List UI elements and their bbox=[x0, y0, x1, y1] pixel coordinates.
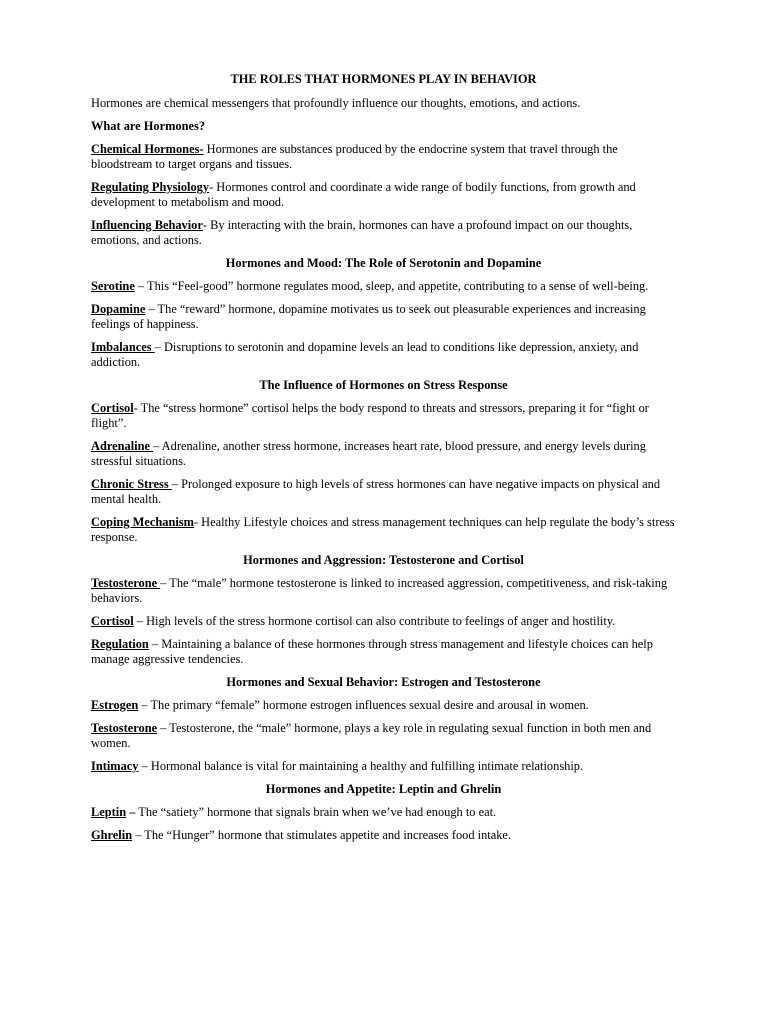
aggression-item bbox=[91, 614, 676, 629]
term: Cortisol bbox=[91, 614, 134, 628]
document-title: THE ROLES THAT HORMONES PLAY IN BEHAVIOR bbox=[230, 72, 537, 86]
mood-heading: Hormones and Mood: The Role of Serotonin and Dopamine bbox=[225, 256, 542, 270]
definition: – Hormonal balance is vital for maintaining a healthy and fulfilling intimate relationship. bbox=[138, 759, 584, 773]
intro-paragraph: Hormones are chemical messengers that profoundly influence our thoughts, emotions, and actions. bbox=[91, 96, 581, 110]
aggression-item bbox=[91, 637, 676, 667]
term: Leptin bbox=[91, 805, 127, 819]
what-item bbox=[91, 142, 676, 172]
definition: – The “Hunger” hormone that stimulates appetite and increases food intake. bbox=[132, 828, 512, 842]
term: Intimacy bbox=[91, 759, 139, 773]
definition: – The primary “female” hormone estrogen influences sexual desire and arousal in women. bbox=[138, 698, 589, 712]
term: Coping Mechanism bbox=[91, 515, 194, 529]
sexual-item bbox=[91, 759, 676, 774]
definition: – The “male” hormone testosterone is linked to increased aggression, competitiveness, and risk-taking behaviors. bbox=[91, 576, 668, 605]
definition: – The “reward” hormone, dopamine motivates us to seek out pleasurable experiences and increasing feelings of happiness. bbox=[91, 302, 646, 331]
term: Serotine bbox=[91, 279, 135, 293]
appetite-item bbox=[91, 828, 676, 843]
term: Regulating Physiology bbox=[91, 180, 210, 194]
definition: The “satiety” hormone that signals brain when we’ve had enough to eat. bbox=[135, 805, 497, 819]
definition: – Testosterone, the “male” hormone, plays a key role in regulating sexual function in both men and women. bbox=[91, 721, 652, 750]
stress-item bbox=[91, 401, 676, 431]
aggression-heading: Hormones and Aggression: Testosterone and Cortisol bbox=[243, 553, 524, 567]
dash: – bbox=[126, 805, 136, 819]
definition: – Adrenaline, another stress hormone, increases heart rate, blood pressure, and energy levels during stressful situations. bbox=[91, 439, 646, 468]
definition: - Healthy Lifestyle choices and stress management techniques can help regulate the body’s stress response. bbox=[91, 515, 675, 544]
definition: – Prolonged exposure to high levels of stress hormones can have negative impacts on physical and mental health. bbox=[91, 477, 661, 506]
definition: – This “Feel-good” hormone regulates mood, sleep, and appetite, contributing to a sense of well-being. bbox=[134, 279, 649, 293]
stress-item bbox=[91, 477, 676, 507]
aggression-item bbox=[91, 576, 676, 606]
stress-item bbox=[91, 515, 676, 545]
definition: – High levels of the stress hormone cortisol can also contribute to feelings of anger and hostility. bbox=[133, 614, 616, 628]
sexual-item bbox=[91, 698, 676, 713]
definition: – Maintaining a balance of these hormones through stress management and lifestyle choices can help manage aggressive tendencies. bbox=[91, 637, 653, 666]
stress-item bbox=[91, 439, 676, 469]
term: Regulation bbox=[91, 637, 149, 651]
definition: - By interacting with the brain, hormones can have a profound impact on our thoughts, emotions, and actions. bbox=[91, 218, 633, 247]
term: Chronic Stress bbox=[91, 477, 172, 491]
definition: Hormones are substances produced by the endocrine system that travel through the bloodstream to target organs and tissues. bbox=[91, 142, 618, 171]
appetite-item bbox=[91, 805, 676, 820]
mood-item bbox=[91, 279, 676, 294]
term: Influencing Behavior bbox=[91, 218, 203, 232]
term: Testosterone bbox=[91, 721, 158, 735]
mood-item bbox=[91, 340, 676, 370]
term: Cortisol bbox=[91, 401, 134, 415]
term: Estrogen bbox=[91, 698, 139, 712]
term: Chemical Hormones- bbox=[91, 142, 204, 156]
definition: - The “stress hormone” cortisol helps the body respond to threats and stressors, preparing it for “fight or flight”. bbox=[91, 401, 649, 430]
sexual-heading: Hormones and Sexual Behavior: Estrogen and Testosterone bbox=[226, 675, 541, 689]
term: Imbalances bbox=[91, 340, 155, 354]
stress-heading: The Influence of Hormones on Stress Response bbox=[259, 378, 508, 392]
term: Ghrelin bbox=[91, 828, 133, 842]
what-item bbox=[91, 218, 676, 248]
mood-item bbox=[91, 302, 676, 332]
term: Testosterone bbox=[91, 576, 161, 590]
definition: – Disruptions to serotonin and dopamine levels an lead to conditions like depression, anxiety, and addiction. bbox=[91, 340, 639, 369]
term: Dopamine bbox=[91, 302, 146, 316]
sexual-item bbox=[91, 721, 676, 751]
what-heading: What are Hormones? bbox=[91, 119, 206, 133]
appetite-heading: Hormones and Appetite: Leptin and Ghrelin bbox=[265, 782, 502, 796]
definition: - Hormones control and coordinate a wide range of bodily functions, from growth and development to metabolism and mood. bbox=[91, 180, 636, 209]
term: Adrenaline bbox=[91, 439, 154, 453]
what-item bbox=[91, 180, 676, 210]
